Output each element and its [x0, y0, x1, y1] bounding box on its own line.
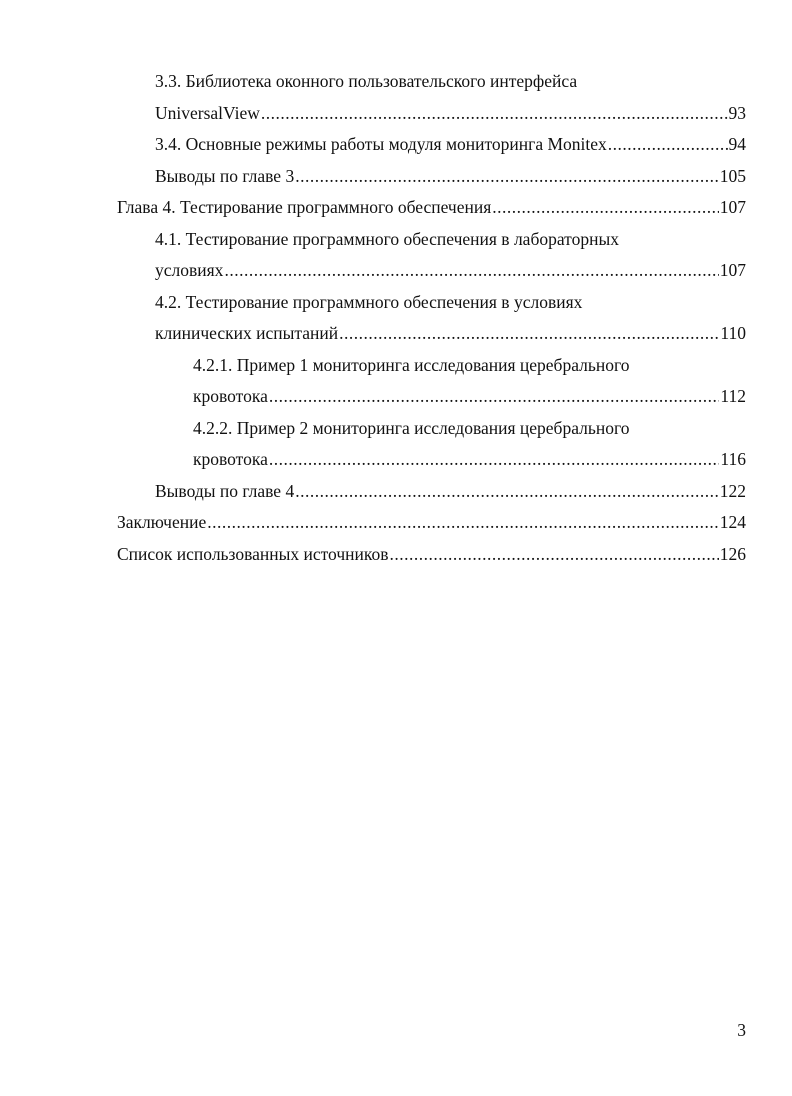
dot-leader — [269, 381, 720, 413]
dot-leader — [492, 192, 718, 224]
toc-entry-row — [155, 255, 746, 287]
toc-entry-title-line: 4.1. Тестирование программного обеспечения в лабораторных — [155, 228, 619, 249]
toc-entry-title: условиях — [155, 260, 224, 280]
dot-leader — [269, 444, 720, 476]
toc-entry-row — [193, 444, 746, 476]
toc-entry-page: 116 — [720, 449, 746, 469]
toc-entry-title: Список использованных источников — [117, 543, 389, 564]
toc-entry-title-line: 3.3. Библиотека оконного пользовательского интерфейса — [155, 71, 578, 91]
toc-entry-row — [117, 539, 746, 571]
toc-entry[interactable] — [117, 192, 746, 224]
toc-entry-title-line: 4.2.1. Пример 1 мониторинга исследования церебрального — [193, 354, 630, 375]
dot-leader — [339, 318, 719, 350]
toc-entry[interactable] — [155, 224, 746, 287]
toc-entry-row — [117, 507, 746, 539]
toc-entry-page: 110 — [720, 323, 746, 343]
dot-leader — [390, 539, 719, 571]
toc-entry-page: 124 — [719, 512, 746, 532]
toc-entry[interactable] — [155, 476, 746, 508]
table-of-contents — [0, 66, 792, 570]
toc-entry-page: 94 — [728, 134, 746, 154]
dot-leader — [295, 476, 719, 508]
toc-entry[interactable] — [117, 539, 746, 571]
toc-entry-page: 107 — [719, 260, 746, 280]
toc-entry-row — [155, 161, 746, 193]
toc-entry-title: Выводы по главе 3 — [155, 165, 295, 186]
toc-entry-title: 3.4. Основные режимы работы модуля мониторинга Monitex — [155, 134, 607, 154]
toc-entry-row — [155, 129, 746, 161]
toc-entry-page: 93 — [728, 102, 746, 123]
toc-entry[interactable] — [155, 66, 746, 129]
toc-entry-page: 107 — [719, 197, 746, 217]
toc-entry[interactable] — [155, 161, 746, 193]
toc-entry-page: 122 — [719, 480, 746, 501]
toc-entry[interactable] — [155, 287, 746, 350]
toc-entry-page: 112 — [720, 386, 746, 406]
toc-entry-title: клинических испытаний — [155, 323, 339, 343]
toc-entry[interactable] — [117, 507, 746, 539]
toc-entry-page: 105 — [719, 165, 746, 186]
dot-leader — [207, 507, 719, 539]
toc-entry-title: Выводы по главе 4 — [155, 480, 295, 501]
toc-entry[interactable] — [193, 350, 746, 413]
toc-entry-title-line: 4.2. Тестирование программного обеспечения в условиях — [155, 291, 583, 312]
toc-entry-title: UniversalView — [155, 102, 260, 123]
toc-entry-row — [155, 318, 746, 350]
toc-entry-title: Заключение — [117, 512, 207, 532]
toc-entry-title: Глава 4. Тестирование программного обеспечения — [117, 197, 492, 217]
page-number: 3 — [737, 1020, 746, 1040]
toc-entry-title-line: 4.2.2. Пример 2 мониторинга исследования церебрального — [193, 417, 630, 438]
toc-entry-row — [155, 476, 746, 508]
dot-leader — [261, 98, 728, 130]
dot-leader — [608, 129, 728, 161]
toc-entry-row — [193, 381, 746, 413]
toc-entry-row — [155, 98, 746, 130]
toc-entry-page: 126 — [719, 543, 746, 564]
toc-entry-title: кровотока — [193, 386, 268, 406]
dot-leader — [224, 255, 718, 287]
dot-leader — [295, 161, 719, 193]
toc-entry[interactable] — [193, 413, 746, 476]
toc-entry-row — [117, 192, 746, 224]
toc-entry[interactable] — [155, 129, 746, 161]
toc-entry-title: кровотока — [193, 449, 268, 469]
